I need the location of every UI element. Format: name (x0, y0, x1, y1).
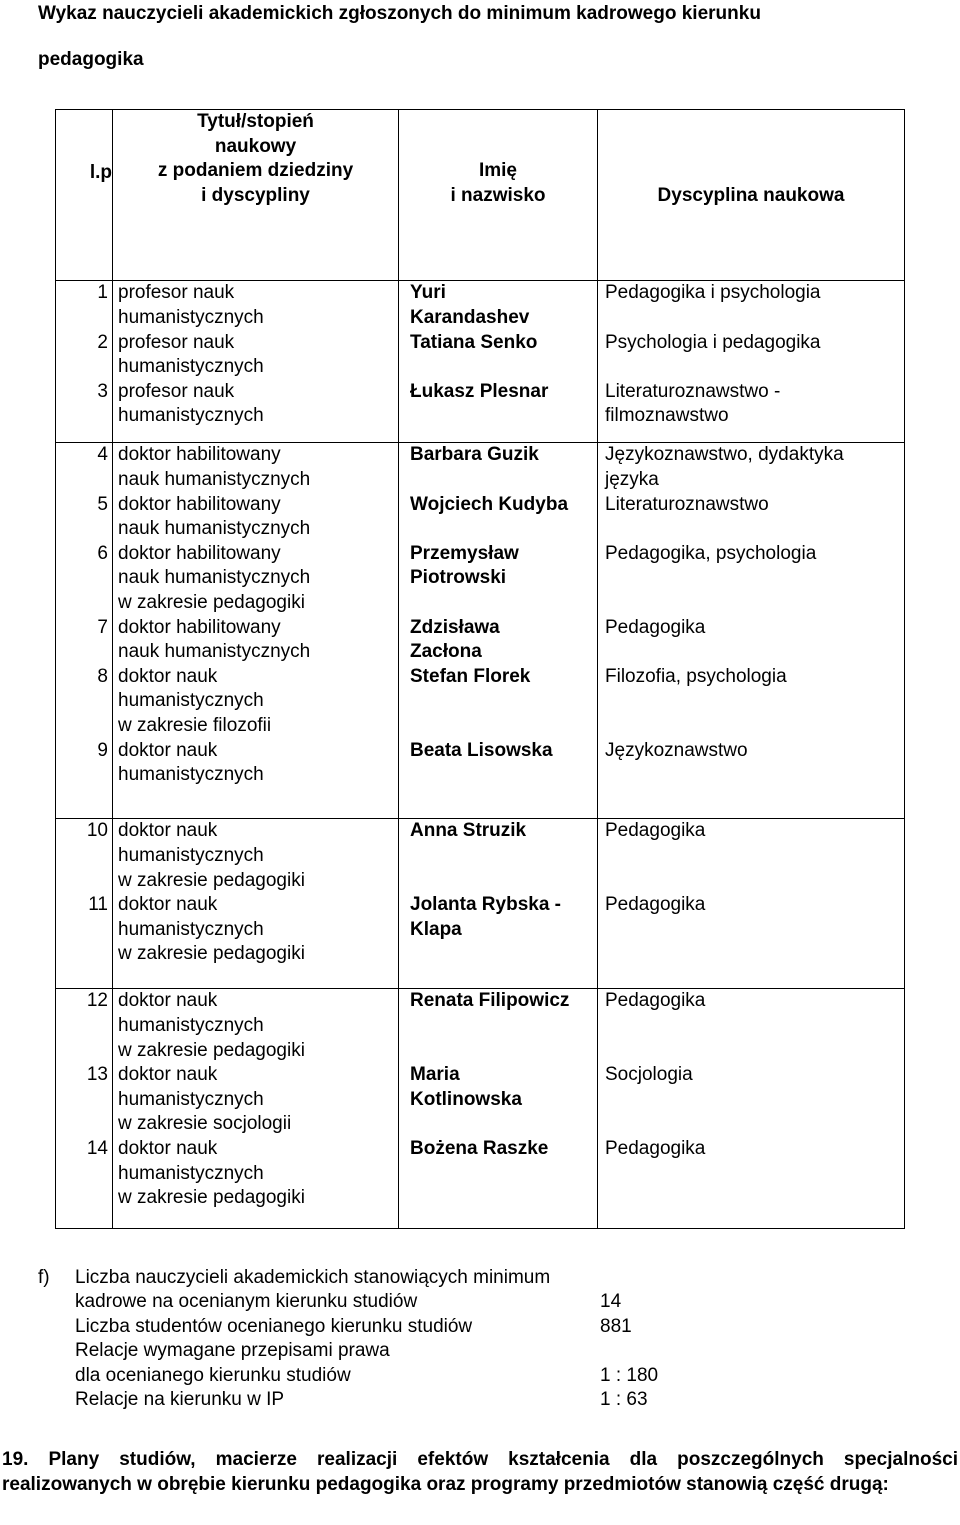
summary-text: dla ocenianego kierunku studiów (75, 1364, 351, 1386)
name-line: Tatiana Senko (410, 331, 538, 353)
title-line: w zakresie socjologii (118, 1113, 292, 1135)
title-line: humanistycznych (118, 1162, 264, 1184)
cell-disc (598, 443, 905, 819)
title-line: profesor nauk (118, 331, 235, 353)
cell-name (399, 443, 598, 819)
entry-number: 5 (97, 493, 108, 515)
title-line: nauk humanistycznych (118, 567, 311, 589)
entry-name-block (410, 739, 595, 788)
title-line: w zakresie pedagogiki (118, 1039, 305, 1061)
cell-disc (598, 281, 905, 443)
entry-discipline-block (605, 1137, 902, 1211)
entry-discipline-block (605, 493, 902, 542)
cell-title (113, 443, 399, 819)
entry-discipline-block (605, 739, 902, 788)
name-line: Beata Lisowska (410, 739, 553, 761)
entry-name-block (410, 1063, 595, 1137)
entry-discipline-block (605, 281, 902, 330)
entry-number-block (56, 380, 108, 429)
title-line: nauk humanistycznych (118, 518, 311, 540)
entry-number-block (56, 281, 108, 330)
title-line: w zakresie pedagogiki (118, 869, 305, 891)
entry-number-block (56, 1063, 108, 1137)
discipline-text: Pedagogika (605, 820, 706, 842)
discipline-text: Psychologia i pedagogika (605, 331, 821, 353)
name-line: Piotrowski (410, 567, 507, 589)
summary-text: Liczba studentów ocenianego kierunku studiów (75, 1315, 473, 1337)
entry-number: 12 (86, 990, 108, 1012)
title-line: profesor nauk (118, 380, 235, 402)
name-line: Kotlinowska (410, 1088, 522, 1110)
entry-title-block (118, 1063, 396, 1137)
title-line: w zakresie pedagogiki (118, 1187, 305, 1209)
entry-title-block (118, 493, 396, 542)
discipline-text: Językoznawstwo (605, 739, 748, 761)
entry-name-block (410, 819, 595, 893)
title-line: doktor nauk (118, 820, 218, 842)
cell-name (399, 989, 598, 1229)
page-subtitle: pedagogika (38, 49, 144, 70)
title-line: humanistycznych (118, 844, 264, 866)
name-line: Barbara Guzik (410, 444, 539, 466)
header-title (113, 110, 399, 281)
title-line: doktor habilitowany (118, 542, 281, 564)
title-line: w zakresie filozofii (118, 714, 272, 736)
summary-line (38, 1290, 658, 1314)
entry-number: 14 (86, 1137, 108, 1159)
title-line: doktor nauk (118, 1064, 218, 1086)
cell-disc (598, 819, 905, 989)
name-line: Anna Struzik (410, 820, 527, 842)
page-title: Wykaz nauczycieli akademickich zgłoszonych do minimum kadrowego kierunku (38, 3, 761, 24)
entry-name-block (410, 616, 595, 665)
title-line: doktor nauk (118, 739, 218, 761)
entry-number: 11 (88, 894, 108, 916)
entry-title-block (118, 616, 396, 665)
entry-number-block (56, 493, 108, 542)
summary-value: 1 : 180 (600, 1364, 659, 1386)
name-line: Zdzisława (410, 616, 500, 638)
entry-number-block (56, 331, 108, 380)
header-discipline-text: Dyscyplina naukowa (657, 184, 845, 206)
table-row-group (56, 281, 905, 443)
entry-title-block (118, 331, 396, 380)
entry-discipline-block (605, 665, 902, 739)
entry-title-block (118, 989, 396, 1063)
title-line: humanistycznych (118, 690, 264, 712)
entry-title-block (118, 281, 396, 330)
entry-number: 2 (97, 331, 108, 353)
entry-number-block (56, 665, 108, 739)
entry-number: 10 (86, 820, 108, 842)
header-lp-text: l.p (89, 161, 112, 183)
title-line: doktor habilitowany (118, 444, 281, 466)
title-line: doktor nauk (118, 1137, 218, 1159)
entry-discipline-block (605, 893, 902, 967)
entry-number-block (56, 893, 108, 967)
entry-discipline-block (605, 989, 902, 1063)
header-name-line: Imię (478, 160, 518, 182)
cell-disc (598, 989, 905, 1229)
header-lp (56, 110, 113, 281)
entry-discipline-block (605, 542, 902, 616)
entry-name-block (410, 331, 595, 380)
discipline-text: Literaturoznawstwo (605, 493, 769, 515)
entry-name-block (410, 665, 595, 739)
cell-lp (56, 443, 113, 819)
name-line: Wojciech Kudyba (410, 493, 569, 515)
table-row-group (56, 443, 905, 819)
entry-title-block (118, 380, 396, 429)
entry-name-block (410, 989, 595, 1063)
entry-title-block (118, 739, 396, 788)
entry-name-block (410, 281, 595, 330)
summary-text: Relacje wymagane przepisami prawa (75, 1340, 390, 1362)
summary-text: kadrowe na ocenianym kierunku studiów (75, 1291, 418, 1313)
summary-section (38, 1266, 658, 1412)
entry-number: 1 (97, 282, 108, 304)
entry-discipline-block (605, 1063, 902, 1137)
discipline-text: Pedagogika (605, 1137, 706, 1159)
staff-table (55, 109, 905, 1229)
entry-number-block (56, 739, 108, 788)
entry-name-block (410, 443, 595, 492)
discipline-text: Pedagogika (605, 894, 706, 916)
name-line: Karandashev (410, 306, 530, 328)
title-line: doktor nauk (118, 894, 218, 916)
title-line: doktor habilitowany (118, 616, 281, 638)
entry-discipline-block (605, 819, 902, 893)
cell-lp (56, 819, 113, 989)
discipline-text: Pedagogika i psychologia (605, 282, 821, 304)
summary-line (38, 1388, 658, 1412)
title-line: humanistycznych (118, 918, 264, 940)
header-discipline (598, 110, 905, 281)
title-line: humanistycznych (118, 405, 264, 427)
name-line: Yuri (410, 282, 446, 304)
summary-text: Liczba nauczycieli akademickich stanowiących minimum (75, 1267, 551, 1288)
discipline-text: Językoznawstwo, dydaktyka języka (605, 444, 844, 490)
entry-number-block (56, 542, 108, 616)
name-line: Przemysław (410, 542, 519, 564)
header-title-line: z podaniem dziedziny (157, 160, 354, 182)
title-line: w zakresie pedagogiki (118, 943, 305, 965)
discipline-text: Socjologia (605, 1064, 693, 1086)
table-header-row (56, 110, 905, 281)
entry-title-block (118, 1137, 396, 1211)
cell-name (399, 819, 598, 989)
table-row-group (56, 989, 905, 1229)
name-line: Bożena Raszke (410, 1137, 549, 1159)
section-footer-text: 19. Plany studiów, macierze realizacji efektów kształcenia dla poszczególnych specjalności realizowanych w obrębie kierunku pedagogika oraz programy przedmiotów stanowią część drugą: (2, 1449, 958, 1495)
summary-line (38, 1339, 658, 1363)
cell-name (399, 281, 598, 443)
name-line: Maria (410, 1064, 460, 1086)
cell-lp (56, 989, 113, 1229)
header-name (399, 110, 598, 281)
discipline-text: Literaturoznawstwo - filmoznawstwo (605, 380, 781, 427)
title-line: doktor nauk (118, 665, 218, 687)
cell-title (113, 281, 399, 443)
discipline-text: Pedagogika, psychologia (605, 542, 817, 564)
entry-name-block (410, 893, 595, 967)
entry-number-block (56, 989, 108, 1063)
name-line: Jolanta Rybska - (410, 894, 561, 916)
summary-label: f) (38, 1267, 50, 1288)
entry-title-block (118, 893, 396, 967)
table-row-group (56, 819, 905, 989)
discipline-text: Filozofia, psychologia (605, 665, 787, 687)
name-line: Stefan Florek (410, 665, 531, 687)
summary-line (38, 1364, 658, 1388)
entry-number-block (56, 1137, 108, 1211)
title-line: profesor nauk (118, 282, 235, 304)
entry-discipline-block (605, 331, 902, 380)
header-title-line: naukowy (214, 135, 297, 157)
entry-title-block (118, 665, 396, 739)
title-line: humanistycznych (118, 356, 264, 378)
title-line: nauk humanistycznych (118, 468, 311, 490)
summary-value: 881 (600, 1315, 632, 1337)
title-line: doktor nauk (118, 990, 218, 1012)
entry-number: 8 (97, 665, 108, 687)
entry-title-block (118, 542, 396, 616)
entry-number: 7 (97, 616, 108, 638)
summary-value: 1 : 63 (600, 1389, 648, 1411)
name-line: Łukasz Plesnar (410, 380, 549, 402)
discipline-text: Pedagogika (605, 990, 706, 1012)
entry-number: 6 (97, 542, 108, 564)
cell-title (113, 819, 399, 989)
title-line: humanistycznych (118, 764, 264, 786)
discipline-text: Pedagogika (605, 616, 706, 638)
header-title-line: i dyscypliny (201, 184, 310, 206)
entry-number: 13 (86, 1064, 108, 1086)
title-line: humanistycznych (118, 1014, 264, 1036)
entry-number: 4 (97, 444, 108, 466)
summary-line (38, 1266, 658, 1290)
entry-name-block (410, 380, 595, 429)
title-line: doktor habilitowany (118, 493, 281, 515)
entry-number: 9 (97, 739, 108, 761)
entry-discipline-block (605, 380, 902, 429)
title-line: humanistycznych (118, 306, 264, 328)
entry-name-block (410, 493, 595, 542)
entry-name-block (410, 542, 595, 616)
entry-number: 3 (97, 380, 108, 402)
header-title-line: Tytuł/stopień (197, 111, 314, 132)
summary-line (38, 1315, 658, 1339)
title-line: humanistycznych (118, 1088, 264, 1110)
name-line: Renata Filipowicz (410, 990, 570, 1012)
name-line: Klapa (410, 918, 462, 940)
summary-text: Relacje na kierunku w IP (75, 1389, 285, 1411)
cell-lp (56, 281, 113, 443)
title-line: nauk humanistycznych (118, 641, 311, 663)
entry-number-block (56, 616, 108, 665)
entry-title-block (118, 443, 396, 492)
name-line: Zacłona (410, 641, 482, 663)
entry-discipline-block (605, 443, 902, 492)
cell-title (113, 989, 399, 1229)
header-name-line: i nazwisko (450, 184, 546, 206)
title-line: w zakresie pedagogiki (118, 591, 305, 613)
entry-number-block (56, 819, 108, 893)
entry-name-block (410, 1137, 595, 1211)
entry-title-block (118, 819, 396, 893)
entry-discipline-block (605, 616, 902, 665)
summary-value: 14 (600, 1291, 622, 1313)
entry-number-block (56, 443, 108, 492)
